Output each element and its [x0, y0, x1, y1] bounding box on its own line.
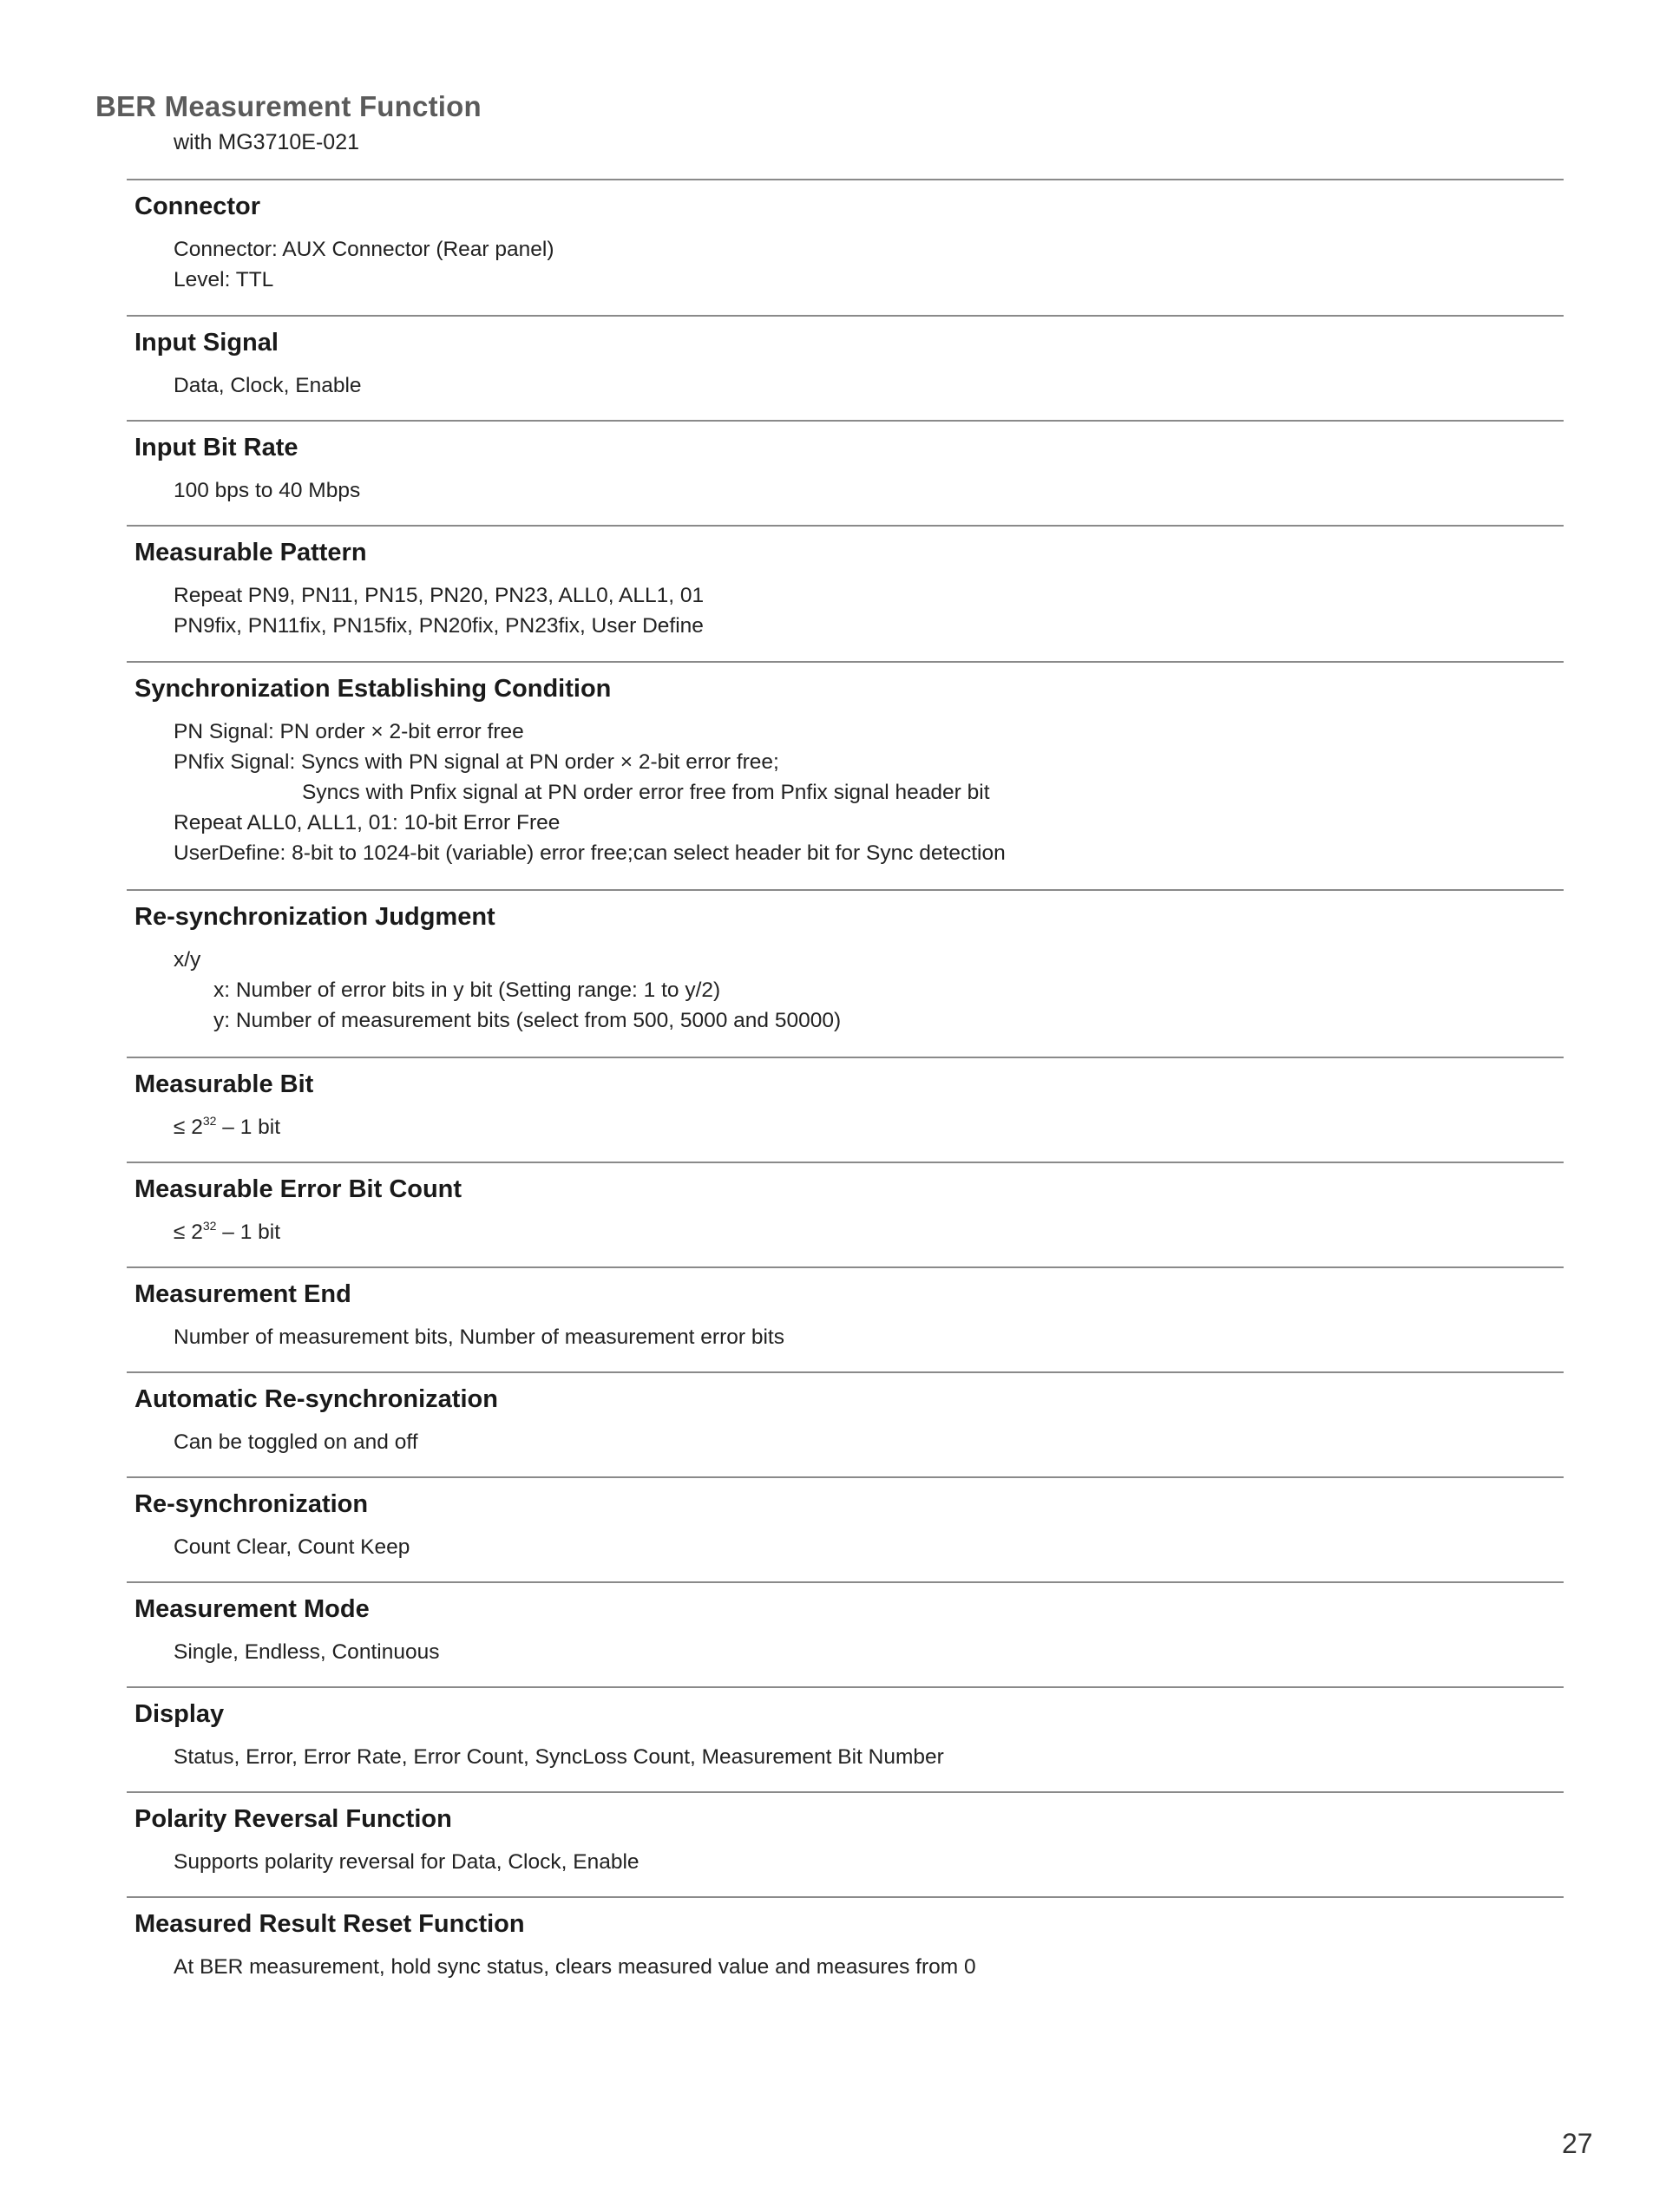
section-lines — [174, 475, 360, 506]
section-lines — [174, 1112, 280, 1142]
section-lines — [174, 234, 554, 295]
section-line: Repeat ALL0, ALL1, 01: 10-bit Error Free — [174, 811, 561, 834]
section-lines — [174, 1637, 439, 1667]
section-line: PNfix Signal: Syncs with PN signal at PN order × 2-bit error free; — [174, 750, 779, 774]
section-lines — [174, 1322, 784, 1352]
spec-sections — [127, 179, 1564, 2001]
section-measurable-pattern — [127, 525, 1564, 661]
section-display — [127, 1686, 1564, 1791]
section-title: Measurable Bit — [134, 1070, 314, 1098]
section-lines — [174, 1427, 418, 1457]
section-line: 100 bps to 40 Mbps — [174, 479, 361, 502]
section-line-suffix: – 1 bit — [216, 1221, 281, 1244]
section-input-bit-rate — [127, 420, 1564, 525]
section-line: x: Number of error bits in y bit (Setting range: 1 to y/2) — [213, 978, 721, 1002]
section-lines — [174, 1847, 640, 1877]
section-line: At BER measurement, hold sync status, clears measured value and measures from 0 — [174, 1955, 976, 1979]
section-title: Input Signal — [134, 329, 279, 357]
section-lines — [174, 717, 1006, 868]
section-lines — [174, 370, 362, 401]
exponent: 32 — [202, 1219, 217, 1233]
section-line: Can be toggled on and off — [174, 1430, 418, 1454]
section-line: PN Signal: PN order × 2-bit error free — [174, 720, 524, 743]
section-line — [174, 1217, 280, 1247]
section-lines — [174, 1952, 976, 1982]
section-line-suffix: – 1 bit — [216, 1116, 281, 1139]
page-number: 27 — [1562, 2128, 1593, 2159]
section-title: Measurement Mode — [134, 1595, 370, 1623]
section-title: Display — [134, 1700, 225, 1728]
section-polarity-reversal — [127, 1791, 1564, 1896]
section-sync-condition — [127, 661, 1564, 889]
section-lines — [174, 1742, 944, 1772]
section-title: Connector — [134, 193, 260, 220]
section-line: Supports polarity reversal for Data, Clock, Enable — [174, 1850, 640, 1874]
section-line: PN9fix, PN11fix, PN15fix, PN20fix, PN23fix, User Define — [174, 614, 704, 638]
section-measurable-bit — [127, 1057, 1564, 1162]
section-line: Level: TTL — [174, 268, 274, 291]
section-line: Data, Clock, Enable — [174, 374, 362, 397]
section-auto-resync — [127, 1371, 1564, 1476]
section-lines — [174, 945, 841, 1036]
section-line: UserDefine: 8-bit to 1024-bit (variable) error free;can select header bit for Sync detection — [174, 841, 1006, 865]
section-title: Input Bit Rate — [134, 434, 298, 461]
section-title: Polarity Reversal Function — [134, 1805, 452, 1833]
section-title: Automatic Re-synchronization — [134, 1385, 498, 1413]
section-title: Measurable Pattern — [134, 539, 367, 566]
section-lines — [174, 1532, 410, 1562]
section-connector — [127, 179, 1564, 315]
section-lines — [174, 580, 704, 641]
section-resync — [127, 1476, 1564, 1581]
section-title: Re-synchronization — [134, 1490, 369, 1518]
section-line: Syncs with Pnfix signal at PN order error free from Pnfix signal header bit — [302, 781, 990, 804]
section-line: x/y — [174, 948, 201, 972]
section-line: y: Number of measurement bits (select from 500, 5000 and 50000) — [213, 1009, 842, 1032]
section-lines — [174, 1217, 280, 1247]
section-title: Measurable Error Bit Count — [134, 1175, 462, 1203]
section-line: Count Clear, Count Keep — [174, 1535, 410, 1559]
section-line: Status, Error, Error Rate, Error Count, SyncLoss Count, Measurement Bit Number — [174, 1745, 944, 1769]
section-title: Synchronization Establishing Condition — [134, 675, 612, 703]
section-title: Measured Result Reset Function — [134, 1910, 525, 1938]
section-line: Connector: AUX Connector (Rear panel) — [174, 238, 554, 261]
section-measurement-end — [127, 1266, 1564, 1371]
page-subtitle: with MG3710E-021 — [174, 130, 360, 154]
section-line: Repeat PN9, PN11, PN15, PN20, PN23, ALL0, ALL1, 01 — [174, 584, 705, 607]
section-title: Measurement End — [134, 1280, 351, 1308]
section-resync-judgment — [127, 889, 1564, 1057]
section-title: Re-synchronization Judgment — [134, 903, 495, 931]
section-measurement-mode — [127, 1581, 1564, 1686]
section-line-prefix: ≤ 2 — [174, 1116, 203, 1139]
section-line — [174, 1112, 280, 1142]
page-title: BER Measurement Function — [95, 90, 482, 122]
section-input-signal — [127, 315, 1564, 420]
section-measurable-error-bit-count — [127, 1162, 1564, 1266]
section-result-reset — [127, 1896, 1564, 2001]
section-line-prefix: ≤ 2 — [174, 1221, 203, 1244]
section-line: Single, Endless, Continuous — [174, 1640, 440, 1664]
section-line: Number of measurement bits, Number of measurement error bits — [174, 1325, 784, 1349]
exponent: 32 — [202, 1114, 217, 1128]
